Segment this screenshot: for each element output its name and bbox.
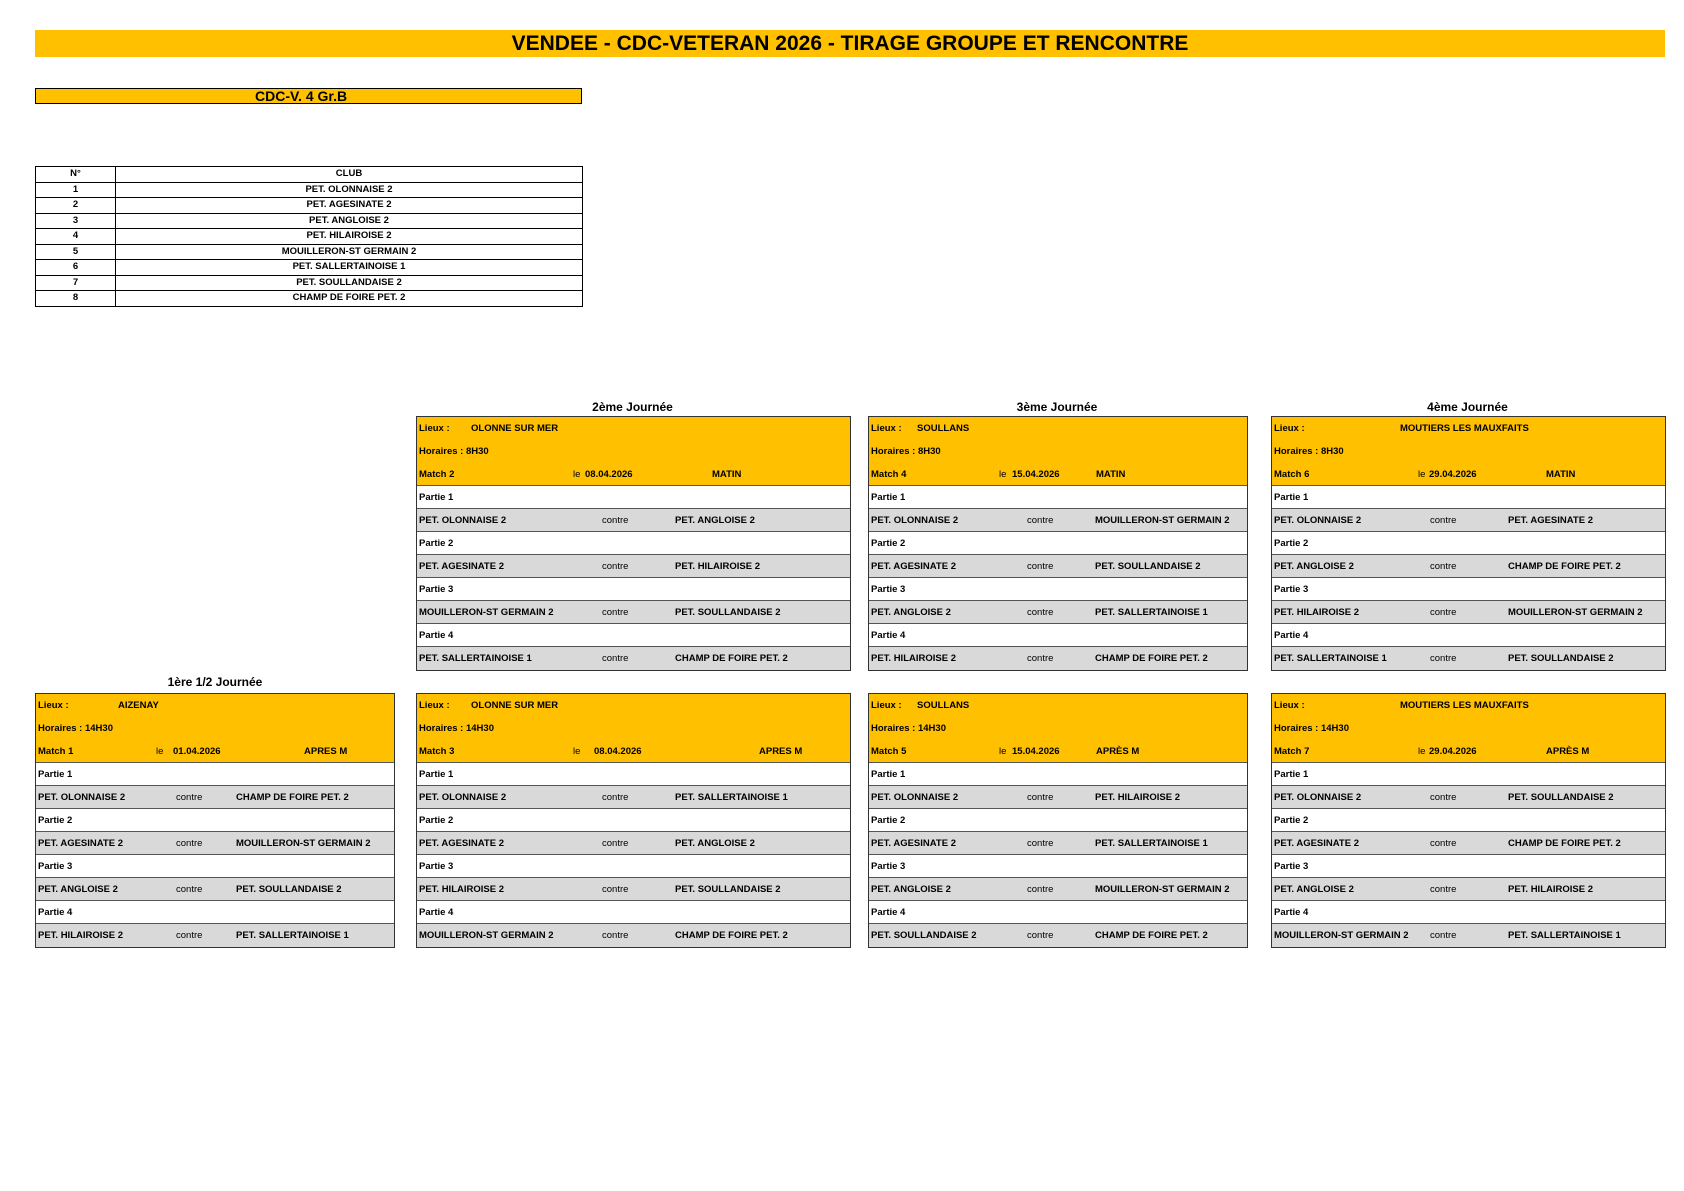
club-row	[36, 213, 583, 229]
location-row	[1272, 417, 1665, 440]
fixture-row	[869, 509, 1247, 532]
versus-label: contre	[1430, 561, 1457, 572]
date-prefix: le	[156, 746, 164, 757]
group-label: CDC-V. 4 Gr.B	[35, 88, 582, 104]
match-row	[1272, 463, 1665, 486]
time-row	[36, 717, 394, 740]
fixture-row	[1272, 832, 1665, 855]
match-label: Match 5	[871, 746, 907, 757]
home-team: PET. OLONNAISE 2	[1274, 792, 1362, 803]
partie-label: Partie 1	[419, 492, 454, 503]
away-team: CHAMP DE FOIRE PET. 2	[675, 653, 788, 664]
fixture-row	[1272, 601, 1665, 624]
fixture-row	[36, 786, 394, 809]
location-label: Lieux :	[419, 423, 450, 434]
versus-label: contre	[1027, 792, 1054, 803]
versus-label: contre	[1027, 561, 1054, 572]
partie-label-row	[36, 901, 394, 924]
match-label: Match 1	[38, 746, 74, 757]
away-team: CHAMP DE FOIRE PET. 2	[1095, 653, 1208, 664]
location-label: Lieux :	[871, 700, 902, 711]
location-label: Lieux :	[1274, 423, 1305, 434]
partie-label: Partie 3	[419, 861, 454, 872]
club-number: 4	[36, 229, 116, 245]
versus-label: contre	[176, 792, 203, 803]
home-team: PET. AGESINATE 2	[871, 561, 956, 572]
home-team: PET. ANGLOISE 2	[1274, 884, 1354, 895]
home-team: MOUILLERON-ST GERMAIN 2	[419, 930, 554, 941]
partie-label-row	[869, 532, 1247, 555]
match-date: 29.04.2026	[1429, 469, 1477, 480]
fixture-row	[1272, 924, 1665, 947]
header-club: CLUB	[116, 167, 583, 183]
versus-label: contre	[602, 838, 629, 849]
day-title-2: 2ème Journée	[592, 400, 673, 414]
away-team: PET. HILAIROISE 2	[1095, 792, 1180, 803]
fixture-row	[417, 878, 850, 901]
home-team: PET. HILAIROISE 2	[38, 930, 123, 941]
fixture-row	[1272, 555, 1665, 578]
header-num: N°	[36, 167, 116, 183]
fixture-row	[417, 832, 850, 855]
partie-label: Partie 1	[419, 769, 454, 780]
partie-label-row	[417, 624, 850, 647]
away-team: CHAMP DE FOIRE PET. 2	[1508, 561, 1621, 572]
club-number: 5	[36, 244, 116, 260]
partie-label-row	[1272, 624, 1665, 647]
match-date: 15.04.2026	[1012, 469, 1060, 480]
partie-label: Partie 1	[1274, 769, 1309, 780]
partie-label-row	[1272, 486, 1665, 509]
away-team: CHAMP DE FOIRE PET. 2	[1095, 930, 1208, 941]
match-label: Match 3	[419, 746, 455, 757]
partie-label: Partie 3	[871, 861, 906, 872]
date-prefix: le	[999, 469, 1007, 480]
versus-label: contre	[1027, 930, 1054, 941]
away-team: MOUILLERON-ST GERMAIN 2	[1095, 515, 1230, 526]
away-team: MOUILLERON-ST GERMAIN 2	[1508, 607, 1643, 618]
away-team: CHAMP DE FOIRE PET. 2	[675, 930, 788, 941]
away-team: PET. HILAIROISE 2	[1508, 884, 1593, 895]
location-value: AIZENAY	[118, 700, 159, 711]
match-period: APRES M	[759, 746, 803, 757]
partie-label-row	[1272, 763, 1665, 786]
location-value: MOUTIERS LES MAUXFAITS	[1400, 700, 1529, 711]
fixture-row	[869, 601, 1247, 624]
home-team: PET. ANGLOISE 2	[1274, 561, 1354, 572]
away-team: PET. SALLERTAINOISE 1	[1095, 607, 1208, 618]
partie-label-row	[417, 532, 850, 555]
location-row	[417, 694, 850, 717]
home-team: PET. OLONNAISE 2	[38, 792, 126, 803]
match-label: Match 6	[1274, 469, 1310, 480]
club-table	[35, 166, 583, 307]
location-label: Lieux :	[419, 700, 450, 711]
versus-label: contre	[1027, 607, 1054, 618]
partie-label: Partie 4	[1274, 630, 1309, 641]
match-period: MATIN	[1096, 469, 1126, 480]
home-team: PET. AGESINATE 2	[871, 838, 956, 849]
versus-label: contre	[602, 561, 629, 572]
partie-label-row	[869, 901, 1247, 924]
away-team: MOUILLERON-ST GERMAIN 2	[236, 838, 371, 849]
fixture-row	[36, 924, 394, 947]
fixture-row	[417, 555, 850, 578]
match-block-m1	[35, 693, 395, 948]
club-number: 1	[36, 182, 116, 198]
time-value: Horaires : 8H30	[1274, 446, 1344, 457]
match-block-m2	[416, 416, 851, 671]
date-prefix: le	[1418, 746, 1426, 757]
home-team: PET. SALLERTAINOISE 1	[1274, 653, 1387, 664]
match-period: APRES M	[304, 746, 348, 757]
club-name: MOUILLERON-ST GERMAIN 2	[116, 244, 583, 260]
time-row	[1272, 440, 1665, 463]
time-row	[417, 717, 850, 740]
match-row	[417, 740, 850, 763]
partie-label: Partie 1	[871, 769, 906, 780]
fixture-row	[417, 509, 850, 532]
club-number: 8	[36, 291, 116, 307]
versus-label: contre	[602, 930, 629, 941]
match-period: MATIN	[712, 469, 742, 480]
versus-label: contre	[176, 838, 203, 849]
match-label: Match 2	[419, 469, 455, 480]
time-row	[869, 717, 1247, 740]
match-date: 08.04.2026	[585, 469, 633, 480]
page-title: VENDEE - CDC-VETERAN 2026 - TIRAGE GROUPE ET RENCONTRE	[35, 30, 1665, 57]
time-value: Horaires : 14H30	[38, 723, 113, 734]
match-date: 15.04.2026	[1012, 746, 1060, 757]
home-team: PET. SALLERTAINOISE 1	[419, 653, 532, 664]
time-value: Horaires : 8H30	[871, 446, 941, 457]
day-title-3: 3ème Journée	[1016, 400, 1098, 414]
location-value: SOULLANS	[917, 700, 970, 711]
partie-label-row	[869, 486, 1247, 509]
match-label: Match 7	[1274, 746, 1310, 757]
away-team: PET. SOULLANDAISE 2	[1095, 561, 1201, 572]
versus-label: contre	[1027, 838, 1054, 849]
home-team: PET. OLONNAISE 2	[419, 792, 507, 803]
club-name: PET. ANGLOISE 2	[116, 213, 583, 229]
partie-label: Partie 3	[871, 584, 906, 595]
day-title-1: 1ère 1/2 Journée	[167, 675, 263, 689]
home-team: PET. OLONNAISE 2	[1274, 515, 1362, 526]
match-date: 29.04.2026	[1429, 746, 1477, 757]
partie-label-row	[417, 578, 850, 601]
versus-label: contre	[602, 792, 629, 803]
away-team: PET. SALLERTAINOISE 1	[1095, 838, 1208, 849]
partie-label: Partie 3	[1274, 584, 1309, 595]
versus-label: contre	[1430, 884, 1457, 895]
location-row	[869, 694, 1247, 717]
match-date: 08.04.2026	[594, 746, 642, 757]
partie-label-row	[1272, 855, 1665, 878]
home-team: PET. SOULLANDAISE 2	[871, 930, 977, 941]
versus-label: contre	[602, 515, 629, 526]
match-block-m3	[416, 693, 851, 948]
match-row	[36, 740, 394, 763]
versus-label: contre	[1430, 930, 1457, 941]
away-team: PET. SALLERTAINOISE 1	[1508, 930, 1621, 941]
time-value: Horaires : 14H30	[871, 723, 946, 734]
home-team: PET. HILAIROISE 2	[419, 884, 504, 895]
away-team: PET. SALLERTAINOISE 1	[236, 930, 349, 941]
partie-label: Partie 3	[419, 584, 454, 595]
match-label: Match 4	[871, 469, 907, 480]
home-team: PET. OLONNAISE 2	[871, 792, 959, 803]
club-row	[36, 244, 583, 260]
time-value: Horaires : 8H30	[419, 446, 489, 457]
partie-label-row	[36, 855, 394, 878]
match-block-m5	[868, 693, 1248, 948]
partie-label: Partie 1	[1274, 492, 1309, 503]
away-team: CHAMP DE FOIRE PET. 2	[1508, 838, 1621, 849]
club-row	[36, 260, 583, 276]
partie-label-row	[417, 809, 850, 832]
versus-label: contre	[1027, 884, 1054, 895]
away-team: PET. HILAIROISE 2	[675, 561, 760, 572]
time-value: Horaires : 14H30	[419, 723, 494, 734]
versus-label: contre	[1430, 607, 1457, 618]
fixture-row	[417, 924, 850, 947]
home-team: PET. ANGLOISE 2	[38, 884, 118, 895]
match-block-m7	[1271, 693, 1666, 948]
location-row	[417, 417, 850, 440]
fixture-row	[36, 832, 394, 855]
partie-label: Partie 4	[871, 630, 906, 641]
partie-label-row	[36, 763, 394, 786]
match-row	[869, 740, 1247, 763]
club-row	[36, 229, 583, 245]
date-prefix: le	[573, 746, 581, 757]
partie-label-row	[417, 763, 850, 786]
fixture-row	[417, 601, 850, 624]
versus-label: contre	[176, 930, 203, 941]
club-row	[36, 182, 583, 198]
fixture-row	[1272, 878, 1665, 901]
away-team: PET. SOULLANDAISE 2	[1508, 792, 1614, 803]
versus-label: contre	[1430, 515, 1457, 526]
fixture-row	[417, 647, 850, 670]
versus-label: contre	[602, 653, 629, 664]
away-team: PET. SOULLANDAISE 2	[675, 884, 781, 895]
versus-label: contre	[602, 884, 629, 895]
versus-label: contre	[1430, 838, 1457, 849]
fixture-row	[869, 786, 1247, 809]
club-row	[36, 291, 583, 307]
club-name: PET. OLONNAISE 2	[116, 182, 583, 198]
location-label: Lieux :	[871, 423, 902, 434]
location-row	[1272, 694, 1665, 717]
home-team: PET. ANGLOISE 2	[871, 884, 951, 895]
match-date: 01.04.2026	[173, 746, 221, 757]
home-team: PET. ANGLOISE 2	[871, 607, 951, 618]
fixture-row	[36, 878, 394, 901]
location-value: OLONNE SUR MER	[471, 423, 559, 434]
fixture-row	[869, 878, 1247, 901]
home-team: PET. HILAIROISE 2	[1274, 607, 1359, 618]
partie-label-row	[1272, 809, 1665, 832]
club-name: CHAMP DE FOIRE PET. 2	[116, 291, 583, 307]
fixture-row	[417, 786, 850, 809]
match-period: APRÈS M	[1546, 746, 1590, 757]
partie-label-row	[869, 809, 1247, 832]
home-team: PET. OLONNAISE 2	[871, 515, 959, 526]
partie-label: Partie 2	[419, 815, 454, 826]
day-title-4: 4ème Journée	[1427, 400, 1508, 414]
partie-label: Partie 2	[871, 815, 906, 826]
time-row	[1272, 717, 1665, 740]
home-team: PET. AGESINATE 2	[419, 561, 504, 572]
away-team: PET. AGESINATE 2	[1508, 515, 1593, 526]
time-value: Horaires : 14H30	[1274, 723, 1349, 734]
match-period: MATIN	[1546, 469, 1576, 480]
fixture-row	[869, 647, 1247, 670]
partie-label: Partie 3	[38, 861, 73, 872]
home-team: PET. AGESINATE 2	[38, 838, 123, 849]
partie-label: Partie 4	[1274, 907, 1309, 918]
club-name: PET. SOULLANDAISE 2	[116, 275, 583, 291]
date-prefix: le	[1418, 469, 1426, 480]
partie-label: Partie 1	[871, 492, 906, 503]
location-value: MOUTIERS LES MAUXFAITS	[1400, 423, 1529, 434]
partie-label: Partie 2	[871, 538, 906, 549]
match-period: APRÈS M	[1096, 746, 1140, 757]
away-team: PET. SOULLANDAISE 2	[236, 884, 342, 895]
partie-label: Partie 4	[419, 907, 454, 918]
partie-label: Partie 2	[1274, 815, 1309, 826]
away-team: PET. SOULLANDAISE 2	[1508, 653, 1614, 664]
location-label: Lieux :	[1274, 700, 1305, 711]
match-row	[869, 463, 1247, 486]
home-team: PET. HILAIROISE 2	[871, 653, 956, 664]
partie-label-row	[869, 763, 1247, 786]
time-row	[417, 440, 850, 463]
partie-label-row	[1272, 578, 1665, 601]
club-row	[36, 275, 583, 291]
partie-label: Partie 2	[1274, 538, 1309, 549]
fixture-row	[869, 832, 1247, 855]
away-team: PET. SALLERTAINOISE 1	[675, 792, 788, 803]
versus-label: contre	[1027, 653, 1054, 664]
home-team: MOUILLERON-ST GERMAIN 2	[419, 607, 554, 618]
partie-label: Partie 4	[38, 907, 73, 918]
club-name: PET. AGESINATE 2	[116, 198, 583, 214]
fixture-row	[869, 555, 1247, 578]
date-prefix: le	[999, 746, 1007, 757]
partie-label-row	[417, 901, 850, 924]
location-value: OLONNE SUR MER	[471, 700, 559, 711]
versus-label: contre	[1027, 515, 1054, 526]
partie-label: Partie 4	[419, 630, 454, 641]
location-value: SOULLANS	[917, 423, 970, 434]
fixture-row	[1272, 647, 1665, 670]
home-team: PET. AGESINATE 2	[1274, 838, 1359, 849]
away-team: PET. ANGLOISE 2	[675, 838, 755, 849]
away-team: MOUILLERON-ST GERMAIN 2	[1095, 884, 1230, 895]
partie-label-row	[869, 855, 1247, 878]
location-row	[36, 694, 394, 717]
away-team: CHAMP DE FOIRE PET. 2	[236, 792, 349, 803]
club-number: 6	[36, 260, 116, 276]
club-name: PET. HILAIROISE 2	[116, 229, 583, 245]
home-team: MOUILLERON-ST GERMAIN 2	[1274, 930, 1409, 941]
fixture-row	[1272, 786, 1665, 809]
home-team: PET. OLONNAISE 2	[419, 515, 507, 526]
date-prefix: le	[573, 469, 581, 480]
away-team: PET. ANGLOISE 2	[675, 515, 755, 526]
club-number: 3	[36, 213, 116, 229]
match-block-m6	[1271, 416, 1666, 671]
partie-label-row	[36, 809, 394, 832]
partie-label: Partie 2	[38, 815, 73, 826]
versus-label: contre	[602, 607, 629, 618]
location-label: Lieux :	[38, 700, 69, 711]
club-table-header	[36, 167, 583, 183]
club-number: 2	[36, 198, 116, 214]
partie-label-row	[417, 855, 850, 878]
club-name: PET. SALLERTAINOISE 1	[116, 260, 583, 276]
versus-label: contre	[1430, 792, 1457, 803]
club-row	[36, 198, 583, 214]
partie-label: Partie 3	[1274, 861, 1309, 872]
partie-label-row	[869, 624, 1247, 647]
partie-label-row	[417, 486, 850, 509]
club-number: 7	[36, 275, 116, 291]
partie-label-row	[869, 578, 1247, 601]
home-team: PET. AGESINATE 2	[419, 838, 504, 849]
fixture-row	[869, 924, 1247, 947]
partie-label: Partie 2	[419, 538, 454, 549]
location-row	[869, 417, 1247, 440]
partie-label: Partie 1	[38, 769, 73, 780]
away-team: PET. SOULLANDAISE 2	[675, 607, 781, 618]
partie-label-row	[1272, 901, 1665, 924]
versus-label: contre	[176, 884, 203, 895]
time-row	[869, 440, 1247, 463]
versus-label: contre	[1430, 653, 1457, 664]
partie-label: Partie 4	[871, 907, 906, 918]
match-row	[1272, 740, 1665, 763]
match-row	[417, 463, 850, 486]
partie-label-row	[1272, 532, 1665, 555]
match-block-m4	[868, 416, 1248, 671]
fixture-row	[1272, 509, 1665, 532]
